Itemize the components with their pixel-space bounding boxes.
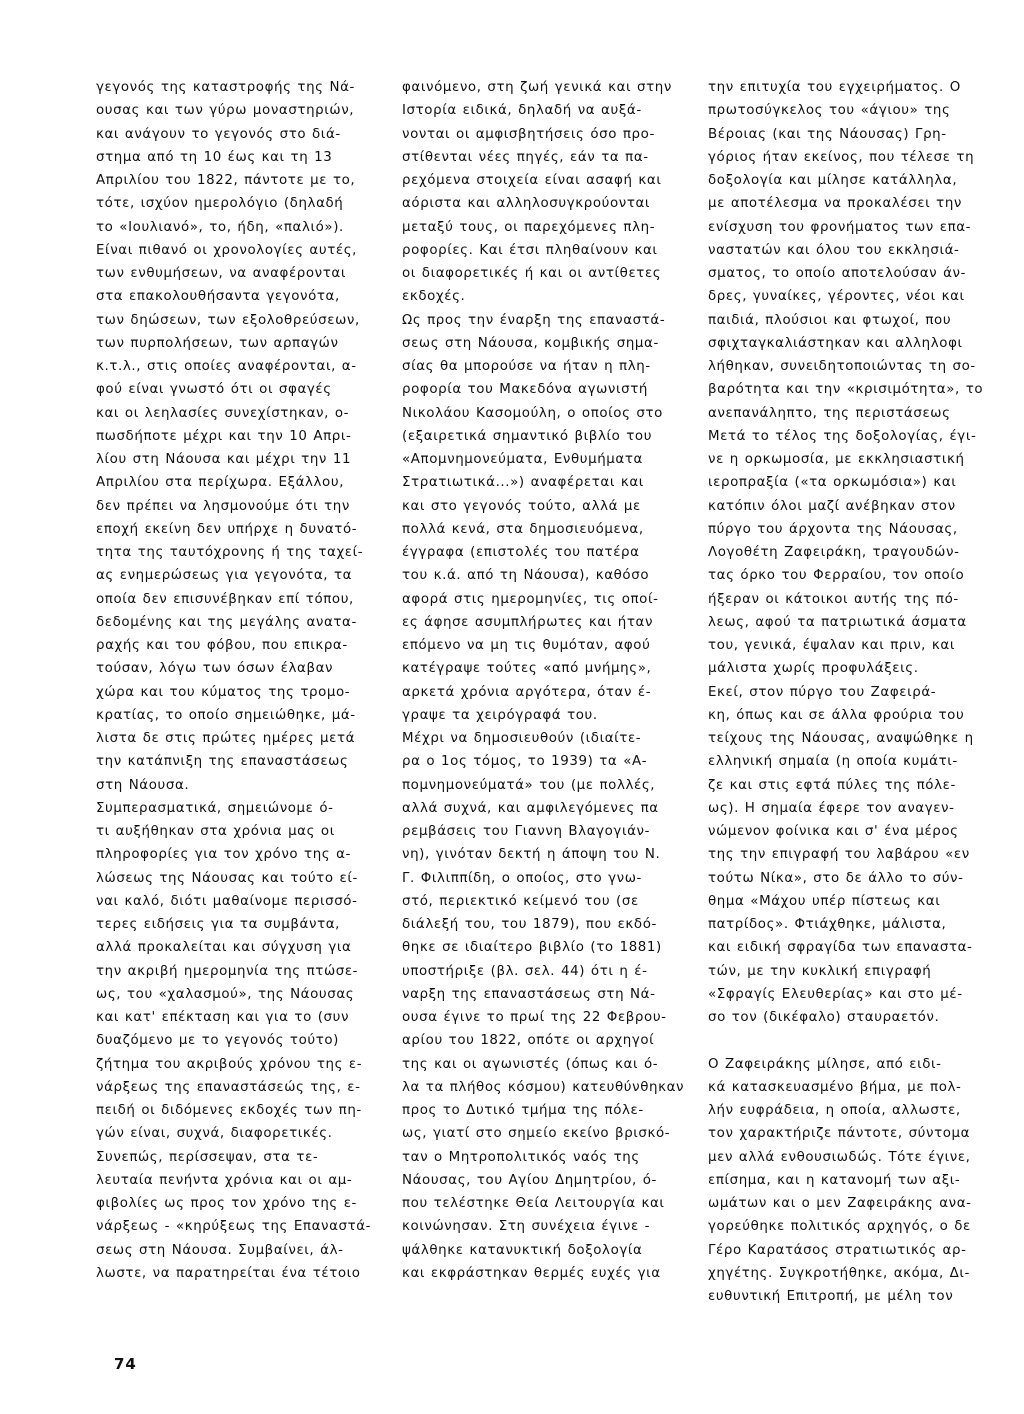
text-line: Απριλίου στα περίχωρα. Εξάλλου, xyxy=(96,475,345,491)
text-line: με αποτέλεσμα να προκαλέσει την xyxy=(708,196,962,212)
text-column-left xyxy=(96,76,392,1285)
text-line xyxy=(708,1029,1010,1052)
text-line: ας ενημερώσεως για γεγονότα, τα xyxy=(96,568,353,584)
text-line: ναι καλό, διότι μαθαίνομε περισσό- xyxy=(96,893,358,909)
text-line: ναστατών και όλου του εκκλησιά- xyxy=(708,242,960,258)
text-line: Ως προς την έναρξη της επαναστά- xyxy=(402,312,666,328)
text-line: δυαζόμενο με το γεγονός τούτο) xyxy=(96,1033,340,1049)
text-line: νάρξεως της επαναστάσεώς της, ε- xyxy=(96,1079,361,1095)
text-line: στα επακολουθήσαντα γεγονότα, xyxy=(96,289,340,305)
text-line: και οι λεηλασίες συνεχίστηκαν, ο- xyxy=(96,405,350,421)
text-line: τών, με την κυκλική επιγραφή xyxy=(708,963,932,979)
text-line: σφιχταγκαλιάστηκαν και αλληλοφι xyxy=(708,335,963,351)
text-line: κη, όπως και σε άλλα φρούρια του xyxy=(708,707,965,723)
page-number: 74 xyxy=(114,1355,137,1373)
text-line: βαρότητα και την «κρισιμότητα», το xyxy=(708,382,984,398)
text-line: ευθυντική Επιτροπή, με μέλη τον xyxy=(708,1289,954,1304)
text-line: Ο Ζαφειράκης μίλησε, από ειδι- xyxy=(708,1056,942,1072)
text-line: λίου στη Νάουσα και μέχρι την 11 xyxy=(96,452,352,467)
text-line: λήν ευφράδεια, η οποία, αλλωστε, xyxy=(708,1103,961,1118)
text-line: την κατάπνιξη της επαναστάσεως xyxy=(96,754,349,770)
text-line: αρίου του 1822, οπότε οι αρχηγοί xyxy=(402,1033,655,1049)
text-line: Μέχρι να δημοσιευθούν (ιδιαίτε- xyxy=(402,731,642,746)
text-column-middle xyxy=(402,76,694,1285)
text-line: σεως στη Νάουσα. Συμβαίνει, άλ- xyxy=(96,1242,344,1258)
text-line: ες άφησε ασυμπλήρωτες και ήταν xyxy=(402,614,654,630)
text-line: στημα από τη 10 έως και τη 13 xyxy=(96,149,333,165)
text-line: προς το Δυτικό τμήμα της πόλε- xyxy=(402,1103,644,1118)
text-line: της και οι αγωνιστές (όπως και ό- xyxy=(402,1056,659,1072)
text-line: ρεχόμενα στοιχεία είναι ασαφή και xyxy=(402,173,662,188)
text-line: ζήτημα του ακριβούς χρόνου της ε- xyxy=(96,1056,363,1072)
text-line: και εκφράστηκαν θερμές ευχές για xyxy=(402,1265,661,1281)
text-line: νε η ορκωμοσία, με εκκλησιαστική xyxy=(708,452,965,467)
text-line: ουσας και των γύρω μοναστηριών, xyxy=(96,103,355,119)
text-line: χώρα και του κύματος της τρομο- xyxy=(96,684,351,700)
text-line: σματος, το οποίο αποτελούσαν άν- xyxy=(708,266,967,281)
text-line: λήθηκαν, συνειδητοποιώντας τη σο- xyxy=(708,359,976,374)
text-line: την ακριβή ημερομηνία της πτώσε- xyxy=(96,963,359,979)
text-line: τότε, ισχύον ημερολόγιο (δηλαδή xyxy=(96,196,344,212)
text-line: πρωτοσύγκελος του «άγιου» της xyxy=(708,103,951,119)
text-line: (εξαιρετικά σημαντικό βιβλίο του xyxy=(402,428,653,444)
text-line: τας όρκο του Φερραίου, τον οποίο xyxy=(708,568,965,584)
text-line: των δηώσεων, των εξολοθρεύσεων, xyxy=(96,312,360,328)
text-line: λα τα πλήθος κόσμου) κατευθύνθηκαν xyxy=(402,1079,685,1095)
text-line: κ.τ.λ., στις οποίες αναφέρονται, α- xyxy=(96,359,357,374)
text-line: πατρίδος». Φτιάχθηκε, μάλιστα, xyxy=(708,917,947,932)
text-line: διάλεξή του, του 1879), που εκδό- xyxy=(402,917,657,932)
text-line: ως, του «χαλασμού», της Νάουσας xyxy=(96,986,355,1002)
text-line: ζε και στις εφτά πύλες της πόλε- xyxy=(708,777,956,793)
text-line: Εκεί, στον πύργο του Ζαφειρά- xyxy=(708,684,937,700)
text-line: Στρατιωτικά...») αναφέρεται και xyxy=(402,475,644,491)
text-line: σο τον (δικέφαλο) σταυραετόν. xyxy=(708,1010,940,1025)
text-line: φού είναι γνωστό ότι οι σφαγές xyxy=(96,382,332,398)
text-line: και ανάγουν το γεγονός στο διά- xyxy=(96,126,341,142)
text-line: ροφορία του Μακεδόνα αγωνιστή xyxy=(402,382,648,398)
text-line: ως, γιατί στο σημείο εκείνο βρισκό- xyxy=(402,1126,671,1142)
text-line: Βέροιας (και της Νάουσας) Γρη- xyxy=(708,126,947,142)
text-line: οποία δεν επισυνέβηκαν επί τόπου, xyxy=(96,591,354,607)
text-line: τητα της ταυτόχρονης ή της ταχεί- xyxy=(96,545,364,560)
text-line: παιδιά, πλούσιοι και φτωχοί, που xyxy=(708,312,952,328)
text-line: αλλά συχνά, και αμφιλεγόμενες πα xyxy=(402,800,659,816)
text-line: κατέγραψε τούτες «από μνήμης», xyxy=(402,661,652,677)
text-line: επίσημα, και η κατανομή των αξι- xyxy=(708,1172,961,1188)
text-line: τούσαν, λόγω των όσων έλαβαν xyxy=(96,661,334,677)
text-line: αφορά στις ημερομηνίες, τις οποί- xyxy=(402,591,659,607)
text-line: «Σφραγίς Ελευθερίας» και στο μέ- xyxy=(708,986,963,1002)
text-line: κοινώνησαν. Στη συνέχεια έγινε - xyxy=(402,1219,651,1235)
text-line: της την επιγραφή του λαβάρου «εν xyxy=(708,847,970,863)
text-line: την επιτυχία του εγχειρήματος. Ο xyxy=(708,80,961,95)
text-line: Λογοθέτη Ζαφειράκη, τραγουδών- xyxy=(708,545,960,560)
text-line: και κατ' επέκταση και για το (συν xyxy=(96,1010,350,1025)
text-line: επόμενο να μη τις θυμόταν, αφού xyxy=(402,638,651,653)
text-line: Μετά το τέλος της δοξολογίας, έγι- xyxy=(708,428,977,444)
text-line: τι αυξήθηκαν στα χρόνια μας οι xyxy=(96,824,335,839)
text-line: Νάουσας, του Αγίου Δημητρίου, ό- xyxy=(402,1172,657,1188)
text-line: ιεροπραξία («τα ορκωμόσια») και xyxy=(708,475,957,491)
text-line: ροφορίες. Και έτσι πληθαίνουν και xyxy=(402,242,658,258)
text-line: χηγέτης. Συγκροτήθηκε, ακόμα, Δι- xyxy=(708,1265,970,1281)
text-line: γραψε τα χειρόγραφά του. xyxy=(402,707,598,723)
text-line: λιστα δε στις πρώτες ημέρες μετά xyxy=(96,731,356,746)
text-line: ωμάτων και ο μεν Ζαφειράκης ανα- xyxy=(708,1196,972,1211)
text-line: και ειδική σφραγίδα των επαναστα- xyxy=(708,940,973,956)
text-line: θηκε σε ιδιαίτερο βιβλίο (το 1881) xyxy=(402,940,662,956)
text-line: ρεμβάσεις του Γιαννη Βλαγογιάν- xyxy=(402,824,651,839)
text-line: πύργο του άρχοντα της Νάουσας, xyxy=(708,521,958,537)
text-line: θημα «Μάχου υπέρ πίστεως και xyxy=(708,893,941,909)
text-line: Νικολάου Κασομούλη, ο οποίος στο xyxy=(402,405,663,421)
text-line: νάρξεως - «κηρύξεως της Επαναστά- xyxy=(96,1219,372,1235)
text-line: υποστήριξε (βλ. σελ. 44) ότι η έ- xyxy=(402,963,648,979)
text-line: γών είναι, συχνά, διαφορετικές. xyxy=(96,1126,333,1142)
text-line: λωστε, να παρατηρείται ένα τέτοιο xyxy=(96,1265,361,1281)
text-line: στη Νάουσα. xyxy=(96,777,190,793)
text-line: του κ.ά. από τη Νάουσα), καθόσο xyxy=(402,568,650,584)
text-line: δρες, γυναίκες, γέροντες, νέοι και xyxy=(708,289,965,305)
text-line: πολλά κενά, στα δημοσιευόμενα, xyxy=(402,521,644,537)
text-line: οι διαφορετικές ή και οι αντίθετες xyxy=(402,266,662,281)
text-line: ως). Η σημαία έφερε τον αναγεν- xyxy=(708,800,955,816)
text-line: και στο γεγονός τούτο, αλλά με xyxy=(402,498,641,514)
text-line: ελληνική σημαία (η οποία κυμάτι- xyxy=(708,754,958,770)
text-line: λευταία πενήντα χρόνια και οι αμ- xyxy=(96,1172,353,1188)
text-line: λεως, αφού τα πατριωτικά άσματα xyxy=(708,614,967,630)
text-line: δεν πρέπει να λησμονούμε ότι την xyxy=(96,498,350,514)
text-line: των πυρπολήσεων, των αρπαγών xyxy=(96,335,339,351)
text-line: των ενθυμήσεων, να αναφέρονται xyxy=(96,266,346,281)
text-line: πληροφορίες για τον χρόνο της α- xyxy=(96,847,351,863)
text-line: πειδή οι διδόμενες εκδοχές των πη- xyxy=(96,1103,362,1118)
text-line: τούτω Νίκα», στο δε άλλο το σύν- xyxy=(708,870,964,886)
text-line: ενίσχυση του φρονήματος των επα- xyxy=(708,219,972,235)
text-line: Απριλίου του 1822, πάντοτε με το, xyxy=(96,173,356,188)
text-line: Γέρο Καρατάσος στρατιωτικός αρ- xyxy=(708,1242,967,1258)
text-line: τερες ειδήσεις για τα συμβάντα, xyxy=(96,917,341,932)
text-line: νονται οι αμφισβητήσεις όσο προ- xyxy=(402,126,655,142)
text-line: Γ. Φιλιππίδη, ο οποίος, στο γνω- xyxy=(402,870,642,886)
text-line: γόριος ήταν εκείνος, που τέλεσε τη xyxy=(708,149,975,165)
text-line: στίθενται νέες πηγές, εάν τα πα- xyxy=(402,149,649,165)
text-line: γορεύθηκε πολιτικός αρχηγός, ο δε xyxy=(708,1219,971,1235)
text-line: φιβολίες ως προς τον χρόνο της ε- xyxy=(96,1196,357,1211)
text-line: πωσδήποτε μέχρι και την 10 Απρι- xyxy=(96,428,352,444)
text-line: αλλά προκαλείται και σύγχυση για xyxy=(96,940,352,956)
text-line: κά κατασκευασμένο βήμα, με πολ- xyxy=(708,1079,962,1095)
text-line: ανεπανάληπτο, της περιστάσεως xyxy=(708,405,951,421)
text-line: κρατίας, το οποίο σημειώθηκε, μά- xyxy=(96,707,356,723)
text-line: ρα ο 1ος τόμος, το 1939) τα «Α- xyxy=(402,754,648,770)
text-line: εκδοχές. xyxy=(402,289,466,305)
text-line: Είναι πιθανό οι χρονολογίες αυτές, xyxy=(96,242,358,258)
text-line: Συνεπώς, περίσσεψαν, στα τε- xyxy=(96,1149,319,1165)
text-line: Συμπερασματικά, σημειώνομε ό- xyxy=(96,800,334,816)
text-line: κατόπιν όλοι μαζί ανέβηκαν στον xyxy=(708,498,956,514)
text-line: σεως στη Νάουσα, κομβικής σημα- xyxy=(402,335,659,351)
text-line: ουσα έγινε το πρωί της 22 Φεβρου- xyxy=(402,1010,667,1025)
text-line: «Απομνημονεύματα, Ενθυμήματα xyxy=(402,452,643,467)
text-line: φαινόμενο, στη ζωή γενικά και στην xyxy=(402,80,672,95)
text-line: νη), γινόταν δεκτή η άποψη του Ν. xyxy=(402,847,661,863)
text-column-right xyxy=(708,76,1010,1308)
text-line: εποχή εκείνη δεν υπήρχε η δυνατό- xyxy=(96,521,358,537)
text-line: αρκετά χρόνια αργότερα, όταν έ- xyxy=(402,684,652,700)
text-line: τείχους της Νάουσας, αναψώθηκε η xyxy=(708,731,974,746)
text-line: έγγραφα (επιστολές του πατέρα xyxy=(402,545,640,560)
text-line: ήξεραν οι κάτοικοι αυτής της πό- xyxy=(708,591,959,607)
text-line: λώσεως της Νάουσας και τούτο εί- xyxy=(96,870,358,886)
text-line: μεταξύ τους, οι παρεχόμενες πλη- xyxy=(402,219,656,235)
text-line: πομνημονεύματά» του (με πολλές, xyxy=(402,777,656,793)
text-line: στό, περιεκτικό κείμενό του (σε xyxy=(402,893,639,909)
text-line: δεδομένης και της μεγάλης ανατα- xyxy=(96,614,357,630)
text-line: μάλιστα χωρίς προφυλάξεις. xyxy=(708,661,919,677)
text-line: ραχής και του φόβου, που επικρα- xyxy=(96,638,348,653)
text-line: μεν αλλά ενθουσιωδώς. Τότε έγινε, xyxy=(708,1149,971,1165)
text-line: το «Ιουλιανό», το, ήδη, «παλιό»). xyxy=(96,219,344,235)
text-line: που τελέστηκε Θεία Λειτουργία και xyxy=(402,1196,665,1211)
text-line: αόριστα και αλληλοσυγκρούονται xyxy=(402,196,651,212)
text-line: τον χαρακτήριζε πάντοτε, σύντομα xyxy=(708,1126,971,1142)
text-line: του, γενικά, έψαλαν και πριν, και xyxy=(708,638,955,653)
text-line: γεγονός της καταστροφής της Νά- xyxy=(96,80,355,95)
text-line: νώμενον φοίνικα και σ' ένα μέρος xyxy=(708,824,959,839)
text-line: δοξολογία και μίλησε κατάλληλα, xyxy=(708,173,958,188)
text-line: σίας θα μπορούσε να ήταν η πλη- xyxy=(402,359,651,374)
text-line: ψάλθηκε κατανυκτική δοξολογία xyxy=(402,1242,643,1258)
text-line: ταν ο Μητροπολιτικός ναός της xyxy=(402,1149,640,1165)
text-line: ναρξη της επαναστάσεως στη Νά- xyxy=(402,986,656,1002)
text-line: Ιστορία ειδικά, δηλαδή να αυξά- xyxy=(402,103,642,119)
